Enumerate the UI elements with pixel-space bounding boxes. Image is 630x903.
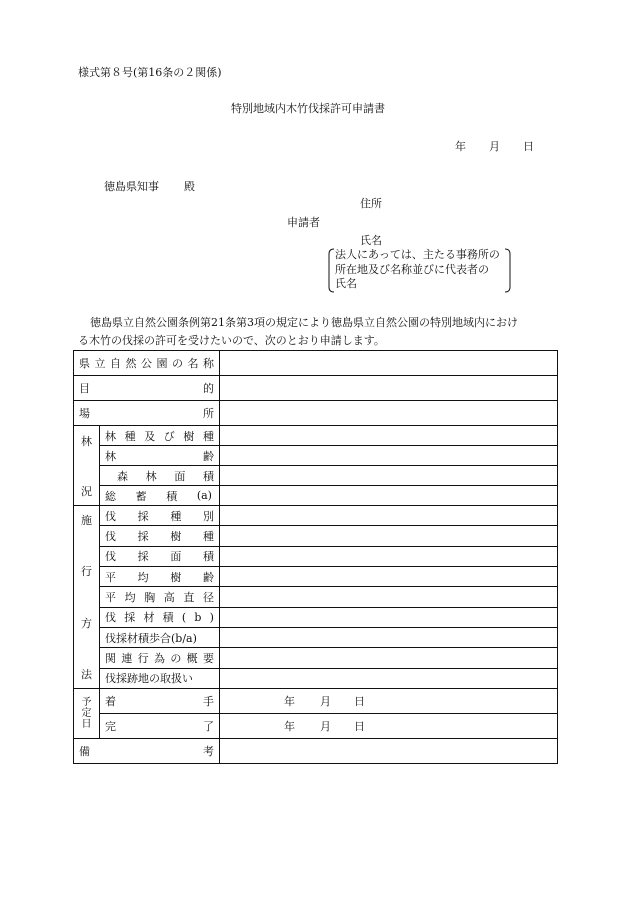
note-line: 氏名 — [335, 277, 357, 290]
label-char: 齢 — [202, 570, 214, 584]
average-age-value[interactable] — [220, 566, 558, 586]
purpose-char: 目 — [79, 382, 90, 395]
label-char: 積 — [202, 469, 214, 483]
label-char: 採 — [137, 509, 149, 523]
cutting-ratio-value[interactable] — [220, 627, 558, 647]
label-char: 平 — [105, 570, 116, 584]
label-char: 要 — [202, 651, 214, 665]
date-year-label: 年 — [284, 695, 295, 708]
label-char: 及 — [144, 429, 156, 443]
label-char: 連 — [121, 651, 133, 665]
label-char: 林 — [145, 469, 157, 483]
site-treatment-value[interactable] — [220, 668, 558, 688]
method-group-char: 行 — [81, 565, 92, 579]
schedule-group-char: 定 — [81, 708, 92, 719]
label-char: 高 — [163, 590, 175, 604]
cutting-species-label — [100, 526, 220, 546]
label-char: 樹 — [170, 570, 182, 584]
method-group-char: 法 — [81, 667, 92, 681]
addressee-governor: 徳島県知事 — [104, 180, 159, 193]
site-treatment-label — [100, 668, 220, 688]
schedule-group-char: 日 — [81, 719, 92, 730]
park-name-value[interactable] — [220, 351, 558, 376]
label-char: 直 — [183, 590, 195, 604]
label-char: ( — [181, 610, 187, 624]
label-char: 種 — [124, 429, 136, 443]
park-name-char: 県 — [79, 357, 90, 370]
form-number: 様式第８号(第16条の２関係) — [78, 66, 222, 79]
label-char: 積 — [202, 550, 214, 564]
park-name-char: 自 — [110, 357, 121, 370]
label-char: 着 — [105, 695, 116, 708]
label-char: 総 — [105, 489, 116, 503]
label-char: 均 — [137, 570, 149, 584]
date-day-label: 日 — [354, 720, 365, 733]
intro-line: る木竹の伐採の許可を受けたいので、次のとおり申請します。 — [78, 334, 385, 347]
total-volume-label — [100, 486, 220, 506]
forest-age-value[interactable] — [220, 446, 558, 466]
start-date-value[interactable] — [220, 689, 558, 714]
park-name-char: の — [172, 357, 183, 370]
park-name-char: 公 — [141, 357, 152, 370]
label-char: 種 — [202, 429, 214, 443]
label-char: 採 — [124, 611, 136, 625]
purpose-value[interactable] — [220, 376, 558, 401]
total-volume-value[interactable] — [220, 486, 558, 506]
park-name-char: 園 — [156, 357, 168, 370]
label-char: び — [163, 429, 175, 443]
label-char: 為 — [153, 651, 165, 665]
label-char: 別 — [202, 509, 214, 523]
date-year-label: 年 — [284, 720, 295, 733]
park-name-char: 立 — [94, 357, 106, 370]
label-char: b — [194, 610, 202, 624]
cutting-area-value[interactable] — [220, 546, 558, 566]
label-char: 伐採材積歩合(b/a) — [105, 631, 197, 645]
label-char: 伐 — [105, 550, 116, 564]
label-char: 伐採跡地の取扱い — [105, 672, 193, 686]
remarks-label — [74, 739, 220, 764]
cutting-volume-label — [100, 607, 220, 627]
related-acts-value[interactable] — [220, 648, 558, 668]
method-group-char: 施 — [81, 514, 92, 527]
label-char: 面 — [174, 469, 186, 483]
schedule-group-label — [74, 689, 100, 739]
date-day-label: 日 — [354, 695, 365, 708]
park-name-char: 称 — [203, 357, 214, 370]
label-char: 積 — [162, 611, 174, 625]
applicant-label: 申請者 — [287, 216, 320, 229]
forest-group-label — [74, 426, 100, 506]
forest-group-char: 況 — [81, 484, 92, 498]
place-label — [74, 401, 220, 426]
label-char: 伐 — [105, 509, 116, 523]
label-char: 関 — [105, 651, 116, 665]
label-char: 胸 — [144, 590, 156, 604]
label-char: の — [170, 651, 182, 665]
label-char: 林 — [105, 449, 116, 463]
completion-date-value[interactable] — [220, 714, 558, 739]
forest-area-label — [100, 466, 220, 486]
addressee-honorific: 殿 — [184, 180, 195, 193]
cutting-area-label — [100, 546, 220, 566]
cutting-ratio-label — [100, 627, 220, 647]
label-char: 平 — [105, 590, 116, 604]
label-char: 備 — [79, 745, 90, 758]
park-name-char: 然 — [125, 357, 137, 370]
forest-type-label — [100, 426, 220, 446]
average-age-label — [100, 566, 220, 586]
label-char: 行 — [137, 651, 149, 665]
related-acts-label — [100, 648, 220, 668]
label-char: 考 — [203, 745, 214, 758]
completion-date-label — [100, 714, 220, 739]
park-name-char: 名 — [187, 357, 199, 370]
label-char: 林 — [105, 429, 116, 443]
label-char: 材 — [143, 611, 155, 625]
date-month-label: 月 — [320, 695, 331, 708]
date-year-label: 年 — [455, 140, 466, 153]
label-char: 齢 — [203, 449, 214, 463]
forest-group-char: 林 — [81, 434, 92, 448]
forest-area-value[interactable] — [220, 466, 558, 486]
park-name-label — [74, 351, 220, 376]
place-value[interactable] — [220, 401, 558, 426]
date-day-label: 日 — [523, 140, 534, 153]
label-char: 了 — [203, 720, 214, 733]
label-char: 種 — [202, 529, 214, 543]
document-title: 特別地域内木竹伐採許可申請書 — [231, 102, 385, 115]
forest-type-value[interactable] — [220, 426, 558, 446]
corporation-note — [328, 248, 511, 293]
cutting-species-value[interactable] — [220, 526, 558, 546]
applicant-address-label: 住所 — [360, 197, 382, 210]
label-char: 蓄 — [135, 489, 147, 503]
cutting-type-label — [100, 506, 220, 526]
label-char: 概 — [186, 651, 198, 665]
cutting-type-value[interactable] — [220, 506, 558, 526]
label-char: 樹 — [183, 429, 195, 443]
applicant-name-label: 氏名 — [360, 234, 382, 247]
average-dbh-label — [100, 587, 220, 607]
remarks-value[interactable] — [220, 739, 558, 764]
label-char: (a) — [196, 489, 212, 502]
date-month-label: 月 — [320, 720, 331, 733]
label-char: 種 — [170, 509, 182, 523]
method-group-char: 方 — [81, 616, 92, 630]
average-dbh-value[interactable] — [220, 587, 558, 607]
schedule-group-char: 予 — [81, 697, 92, 708]
method-group-label — [74, 506, 100, 689]
place-char: 所 — [203, 407, 214, 420]
forest-age-label — [100, 446, 220, 466]
label-char: 伐 — [105, 529, 116, 543]
date-month-label: 月 — [489, 140, 500, 153]
label-char: 伐 — [105, 611, 116, 625]
purpose-char: 的 — [203, 382, 214, 395]
label-char: 面 — [170, 550, 182, 564]
label-char: 手 — [203, 695, 214, 708]
label-char: 積 — [166, 489, 178, 503]
note-line: 所在地及び名称並びに代表者の — [335, 262, 489, 276]
label-char: 径 — [202, 590, 214, 604]
label-char: 採 — [137, 529, 149, 543]
label-char: ) — [209, 610, 214, 624]
label-char: 完 — [105, 720, 116, 733]
label-char: 採 — [137, 550, 149, 564]
label-char: 樹 — [170, 529, 182, 543]
purpose-label — [74, 376, 220, 401]
note-line: 法人にあっては、主たる事務所の — [335, 248, 500, 261]
place-char: 場 — [79, 407, 90, 420]
intro-paragraph — [78, 314, 558, 350]
cutting-volume-value[interactable] — [220, 607, 558, 627]
start-date-label — [100, 689, 220, 714]
application-form-table — [73, 350, 558, 764]
intro-line: 徳島県立自然公園条例第21条第3項の規定により徳島県立自然公園の特別地域内におけ — [90, 316, 518, 329]
label-char: 森 — [117, 469, 128, 483]
label-char: 均 — [124, 590, 136, 604]
